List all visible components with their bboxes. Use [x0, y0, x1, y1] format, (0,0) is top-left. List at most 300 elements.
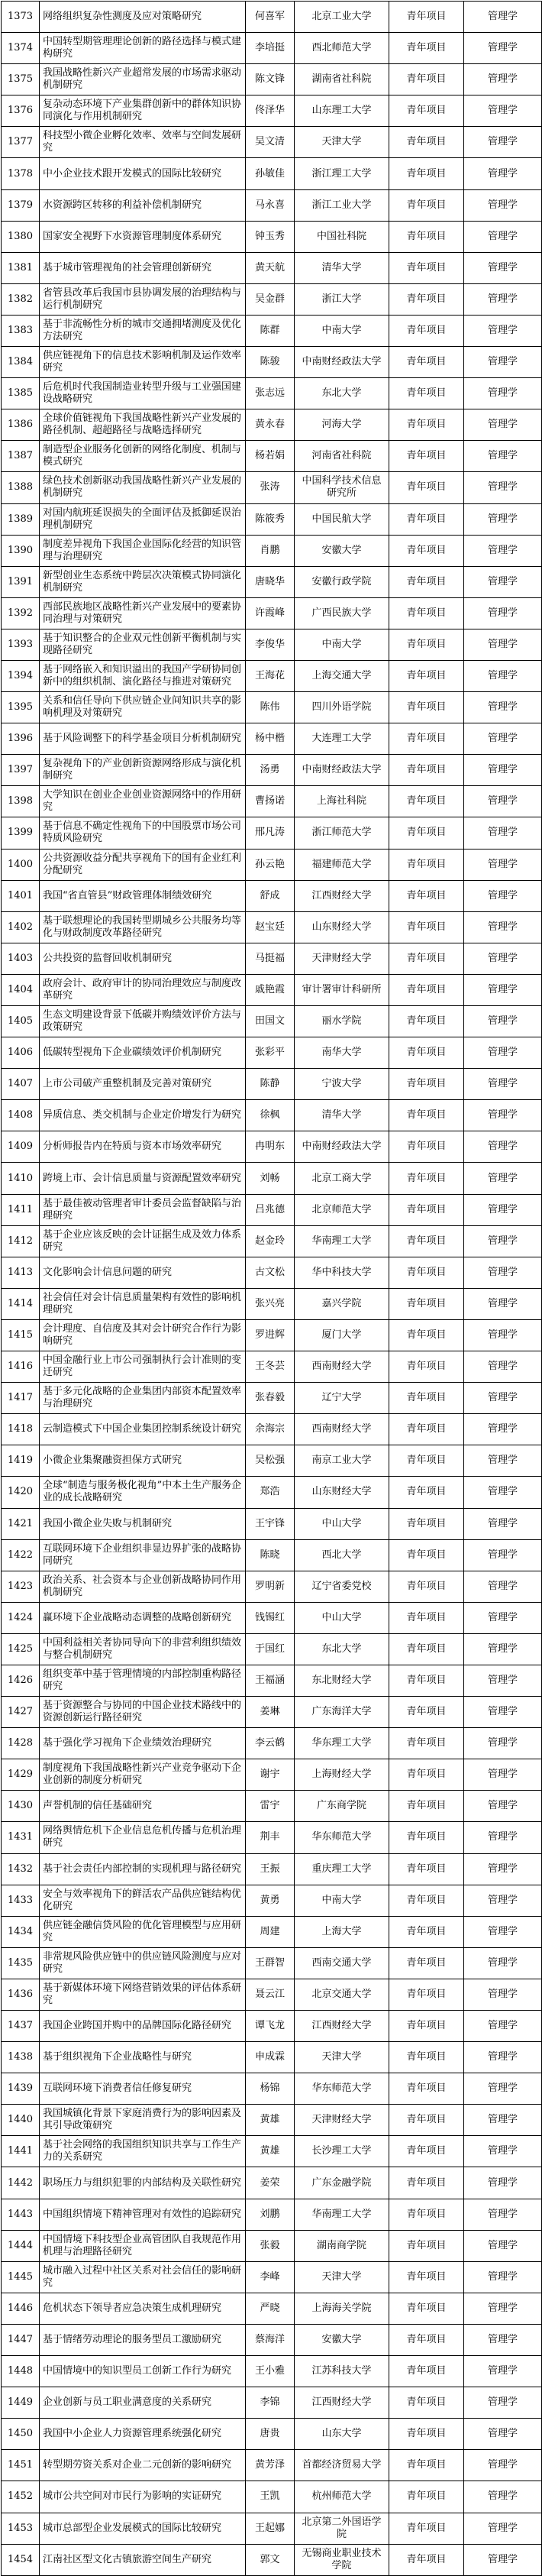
project-number: 1418	[2, 1414, 40, 1445]
project-type: 青年项目	[389, 1225, 464, 1257]
project-institution: 华东师范大学	[295, 2073, 389, 2105]
project-leader: 孙敏佳	[246, 158, 295, 189]
project-discipline: 管理学	[464, 2356, 542, 2387]
project-institution: 广西民族大学	[295, 597, 389, 629]
project-leader: 孙云艳	[246, 849, 295, 880]
project-type: 青年项目	[389, 1319, 464, 1351]
project-title: 对国内航班延误损失的全面评估及抵御延误治理机制研究	[40, 503, 246, 535]
project-number: 1453	[2, 2513, 40, 2544]
table-row	[2, 2105, 542, 2136]
project-title: 声誉机制的信任基础研究	[40, 1791, 246, 1822]
project-number: 1437	[2, 2011, 40, 2042]
project-leader: 谭飞龙	[246, 2011, 295, 2042]
project-leader: 冉明东	[246, 1131, 295, 1163]
project-number: 1373	[2, 2, 40, 33]
project-institution: 东北财经大学	[295, 1665, 389, 1696]
project-title: 基于资源整合与协同的中国企业技术路线中的资源创新运行路径研究	[40, 1697, 246, 1728]
project-leader: 戚艳霞	[246, 974, 295, 1005]
project-title: 非常规风险供应链中的供应链风险测度与应对研究	[40, 1947, 246, 1979]
project-leader: 郭文	[246, 2544, 295, 2575]
table-row	[2, 1131, 542, 1163]
project-number: 1442	[2, 2167, 40, 2199]
project-institution: 天津大学	[295, 2261, 389, 2293]
project-leader: 王振	[246, 1853, 295, 1885]
project-type: 青年项目	[389, 943, 464, 974]
project-institution: 北京第二外国语学院	[295, 2513, 389, 2544]
project-type: 青年项目	[389, 1414, 464, 1445]
project-leader: 刘畅	[246, 1163, 295, 1194]
table-row	[2, 472, 542, 503]
table-row	[2, 1288, 542, 1319]
project-discipline: 管理学	[464, 1853, 542, 1885]
table-row	[2, 64, 542, 95]
project-discipline: 管理学	[464, 1288, 542, 1319]
project-discipline: 管理学	[464, 1445, 542, 1477]
project-type: 青年项目	[389, 1006, 464, 1037]
table-row	[2, 817, 542, 849]
project-discipline: 管理学	[464, 1633, 542, 1665]
project-number: 1399	[2, 817, 40, 849]
project-institution: 浙江大学	[295, 283, 389, 315]
project-institution: 广东金融学院	[295, 2167, 389, 2199]
project-title: 互联网环境下企业组织非显边界扩张的战略协同研究	[40, 1539, 246, 1571]
project-institution: 中山大学	[295, 1602, 389, 1633]
project-type: 青年项目	[389, 1947, 464, 1979]
project-number: 1377	[2, 127, 40, 158]
project-type: 青年项目	[389, 2, 464, 33]
table-row	[2, 221, 542, 252]
project-leader: 严晓	[246, 2293, 295, 2324]
project-institution: 西北大学	[295, 1539, 389, 1571]
project-institution: 南京工业大学	[295, 1445, 389, 1477]
project-discipline: 管理学	[464, 1414, 542, 1445]
table-row	[2, 1602, 542, 1633]
project-title: 供应链视角下的信息技术影响机制及运作效率研究	[40, 347, 246, 378]
project-type: 青年项目	[389, 1791, 464, 1822]
project-type: 青年项目	[389, 1633, 464, 1665]
project-institution: 中南大学	[295, 315, 389, 346]
project-number: 1397	[2, 755, 40, 786]
project-number: 1451	[2, 2450, 40, 2481]
project-type: 青年项目	[389, 1759, 464, 1791]
project-discipline: 管理学	[464, 127, 542, 158]
table-row	[2, 441, 542, 472]
project-type: 青年项目	[389, 1508, 464, 1539]
project-type: 青年项目	[389, 629, 464, 660]
project-type: 青年项目	[389, 1853, 464, 1885]
project-leader: 王起娜	[246, 2513, 295, 2544]
project-title: 基于社会责任内部控制的实现机理与路径研究	[40, 1853, 246, 1885]
project-title: 基于新媒体环境下网络营销效果的评估体系研究	[40, 1979, 246, 2010]
project-leader: 姜荣	[246, 2167, 295, 2199]
project-title: 关系和信任导向下供应链企业间知识共享的影响机理及对策研究	[40, 692, 246, 723]
project-type: 青年项目	[389, 660, 464, 691]
project-leader: 汤勇	[246, 755, 295, 786]
project-type: 青年项目	[389, 2293, 464, 2324]
project-leader: 李俊华	[246, 629, 295, 660]
table-row	[2, 1885, 542, 1916]
project-leader: 周建	[246, 1916, 295, 1947]
project-leader: 张兴亮	[246, 1288, 295, 1319]
project-leader: 钱锡红	[246, 1602, 295, 1633]
project-leader: 黄雄	[246, 2136, 295, 2167]
project-institution: 中南财经政法大学	[295, 755, 389, 786]
project-number: 1423	[2, 1571, 40, 1602]
project-discipline: 管理学	[464, 1100, 542, 1131]
project-discipline: 管理学	[464, 660, 542, 691]
project-type: 青年项目	[389, 33, 464, 64]
project-leader: 陈骏	[246, 347, 295, 378]
project-leader: 赵宝廷	[246, 911, 295, 943]
table-row	[2, 723, 542, 755]
project-institution: 浙江理工大学	[295, 158, 389, 189]
project-number: 1391	[2, 566, 40, 597]
project-type: 青年项目	[389, 347, 464, 378]
project-title: 基于联想理论的我国转型期城乡公共服务均等化与财政制度改革路径研究	[40, 911, 246, 943]
project-number: 1454	[2, 2544, 40, 2575]
project-title: 公共资源收益分配共享视角下的国有企业红利分配研究	[40, 849, 246, 880]
project-type: 青年项目	[389, 1916, 464, 1947]
project-type: 青年项目	[389, 1979, 464, 2010]
project-leader: 王福涵	[246, 1665, 295, 1696]
project-discipline: 管理学	[464, 441, 542, 472]
table-row	[2, 1319, 542, 1351]
table-row	[2, 1539, 542, 1571]
project-discipline: 管理学	[464, 2011, 542, 2042]
project-institution: 江西财经大学	[295, 880, 389, 911]
project-title: 西部民族地区战略性新兴产业发展中的要素协同治理与对策研究	[40, 597, 246, 629]
project-title: 基于网络嵌入和知识溢出的我国产学研协同创新中的组织机制、演化路径与推进对策研究	[40, 660, 246, 691]
table-row	[2, 1822, 542, 1853]
project-leader: 王群智	[246, 1947, 295, 1979]
project-leader: 李峰	[246, 2261, 295, 2293]
project-institution: 北京工商大学	[295, 1163, 389, 1194]
project-discipline: 管理学	[464, 503, 542, 535]
project-leader: 马永喜	[246, 189, 295, 221]
project-number: 1394	[2, 660, 40, 691]
table-row	[2, 2513, 542, 2544]
table-row	[2, 2544, 542, 2575]
project-institution: 清华大学	[295, 252, 389, 283]
project-type: 青年项目	[389, 2230, 464, 2261]
project-title: 城市融入过程中社区关系对社会信任的影响研究	[40, 2261, 246, 2293]
project-leader: 吕兆德	[246, 1194, 295, 1225]
project-number: 1388	[2, 472, 40, 503]
project-discipline: 管理学	[464, 1037, 542, 1069]
project-number: 1450	[2, 2419, 40, 2450]
project-type: 青年项目	[389, 1163, 464, 1194]
project-discipline: 管理学	[464, 2042, 542, 2073]
table-row	[2, 158, 542, 189]
project-leader: 李云鹤	[246, 1728, 295, 1759]
project-title: 基于多元化战略的企业集团内部资本配置效率与治理研究	[40, 1383, 246, 1414]
project-leader: 荆丰	[246, 1822, 295, 1853]
project-number: 1383	[2, 315, 40, 346]
project-type: 青年项目	[389, 1477, 464, 1508]
project-leader: 佟泽华	[246, 95, 295, 127]
project-discipline: 管理学	[464, 2199, 542, 2230]
project-title: 复杂视角下的产业创新资源网络形成与演化机制研究	[40, 755, 246, 786]
project-type: 青年项目	[389, 95, 464, 127]
project-discipline: 管理学	[464, 1163, 542, 1194]
project-leader: 李培挺	[246, 33, 295, 64]
project-number: 1417	[2, 1383, 40, 1414]
project-title: 我国战略性新兴产业超常发展的市场需求驱动机制研究	[40, 64, 246, 95]
project-number: 1402	[2, 911, 40, 943]
project-discipline: 管理学	[464, 2261, 542, 2293]
project-institution: 中南大学	[295, 1885, 389, 1916]
project-type: 青年项目	[389, 2419, 464, 2450]
project-discipline: 管理学	[464, 1508, 542, 1539]
project-title: 生态文明建设背景下低碳并购绩效评价方法与政策研究	[40, 1006, 246, 1037]
project-leader: 申成霖	[246, 2042, 295, 2073]
project-leader: 黄芳泽	[246, 2450, 295, 2481]
table-row	[2, 2167, 542, 2199]
project-institution: 天津财经大学	[295, 943, 389, 974]
table-row	[2, 1477, 542, 1508]
project-type: 青年项目	[389, 1037, 464, 1069]
project-number: 1439	[2, 2073, 40, 2105]
table-row	[2, 127, 542, 158]
project-number: 1434	[2, 1916, 40, 1947]
table-row	[2, 95, 542, 127]
project-institution: 山东财经大学	[295, 911, 389, 943]
project-type: 青年项目	[389, 221, 464, 252]
project-leader: 张志远	[246, 378, 295, 409]
project-number: 1431	[2, 1822, 40, 1853]
project-discipline: 管理学	[464, 2105, 542, 2136]
table-row	[2, 2387, 542, 2419]
project-institution: 山东理工大学	[295, 95, 389, 127]
project-number: 1403	[2, 943, 40, 974]
project-institution: 湖南商学院	[295, 2230, 389, 2261]
project-title: 低碳转型视角下企业碳绩效评价机制研究	[40, 1037, 246, 1069]
project-title: 水资源跨区转移的利益补偿机制研究	[40, 189, 246, 221]
project-number: 1379	[2, 189, 40, 221]
project-discipline: 管理学	[464, 2, 542, 33]
project-number: 1432	[2, 1853, 40, 1885]
project-institution: 河海大学	[295, 409, 389, 441]
project-title: 社会信任对会计信息质量架构有效性的影响机理研究	[40, 1288, 246, 1319]
project-number: 1404	[2, 974, 40, 1005]
project-type: 青年项目	[389, 441, 464, 472]
project-institution: 华东师范大学	[295, 1822, 389, 1853]
project-type: 青年项目	[389, 1131, 464, 1163]
project-discipline: 管理学	[464, 817, 542, 849]
project-number: 1433	[2, 1885, 40, 1916]
project-number: 1441	[2, 2136, 40, 2167]
project-title: 我国城镇化背景下家庭消费行为的影响因素及其引导政策研究	[40, 2105, 246, 2136]
project-discipline: 管理学	[464, 2450, 542, 2481]
project-number: 1411	[2, 1194, 40, 1225]
project-leader: 王冬芸	[246, 1351, 295, 1383]
project-institution: 华南理工大学	[295, 1225, 389, 1257]
project-title: 会计理度、自信度及其对会计研究合作行为影响研究	[40, 1319, 246, 1351]
project-number: 1395	[2, 692, 40, 723]
project-discipline: 管理学	[464, 535, 542, 566]
table-row	[2, 1257, 542, 1288]
table-row	[2, 1037, 542, 1069]
project-type: 青年项目	[389, 2011, 464, 2042]
project-leader: 曹扬诺	[246, 786, 295, 817]
project-discipline: 管理学	[464, 1947, 542, 1979]
table-row	[2, 2136, 542, 2167]
project-leader: 何喜军	[246, 2, 295, 33]
project-leader: 田国文	[246, 1006, 295, 1037]
project-number: 1435	[2, 1947, 40, 1979]
table-row	[2, 283, 542, 315]
project-institution: 嘉兴学院	[295, 1288, 389, 1319]
project-institution: 华南理工大学	[295, 2199, 389, 2230]
project-discipline: 管理学	[464, 1257, 542, 1288]
project-number: 1447	[2, 2324, 40, 2355]
project-discipline: 管理学	[464, 911, 542, 943]
project-institution: 中国社科院	[295, 221, 389, 252]
project-discipline: 管理学	[464, 597, 542, 629]
project-number: 1445	[2, 2261, 40, 2293]
table-row	[2, 1225, 542, 1257]
project-number: 1384	[2, 347, 40, 378]
project-discipline: 管理学	[464, 880, 542, 911]
project-title: 中国组织情境下精神管理对有效性的追踪研究	[40, 2199, 246, 2230]
project-type: 青年项目	[389, 2450, 464, 2481]
project-institution: 江苏科技大学	[295, 2356, 389, 2387]
project-leader: 陈筱秀	[246, 503, 295, 535]
project-institution: 江西财经大学	[295, 2011, 389, 2042]
project-discipline: 管理学	[464, 566, 542, 597]
project-discipline: 管理学	[464, 2073, 542, 2105]
table-row	[2, 2042, 542, 2073]
project-discipline: 管理学	[464, 2419, 542, 2450]
project-number: 1382	[2, 283, 40, 315]
project-number: 1421	[2, 1508, 40, 1539]
table-row	[2, 629, 542, 660]
project-number: 1407	[2, 1069, 40, 1100]
table-row	[2, 2230, 542, 2261]
project-type: 青年项目	[389, 1069, 464, 1100]
table-row	[2, 1979, 542, 2010]
project-institution: 中国科学技术信息研究所	[295, 472, 389, 503]
project-title: 异质信息、类交机制与企业定价增发行为研究	[40, 1100, 246, 1131]
project-discipline: 管理学	[464, 252, 542, 283]
table-row	[2, 1916, 542, 1947]
project-leader: 唐晓华	[246, 566, 295, 597]
project-institution: 东北大学	[295, 378, 389, 409]
project-type: 青年项目	[389, 2167, 464, 2199]
project-institution: 厦门大学	[295, 1319, 389, 1351]
project-number: 1449	[2, 2387, 40, 2419]
project-title: 江南社区型文化古镇旅游空间生产研究	[40, 2544, 246, 2575]
project-title: 赢环境下企业战略动态调整的战略创新研究	[40, 1602, 246, 1633]
project-institution: 审计署审计科研所	[295, 974, 389, 1005]
project-title: 新型创业生态系统中跨层次决策模式协同演化机制研究	[40, 566, 246, 597]
table-row	[2, 535, 542, 566]
project-leader: 黄雄	[246, 2105, 295, 2136]
project-number: 1410	[2, 1163, 40, 1194]
project-title: 基于强化学习视角下企业绩效治理研究	[40, 1728, 246, 1759]
project-type: 青年项目	[389, 2513, 464, 2544]
project-number: 1409	[2, 1131, 40, 1163]
project-number: 1430	[2, 1791, 40, 1822]
project-type: 青年项目	[389, 597, 464, 629]
project-type: 青年项目	[389, 1728, 464, 1759]
project-leader: 徐枫	[246, 1100, 295, 1131]
project-type: 青年项目	[389, 974, 464, 1005]
project-title: 安全与效率视角下的鲜活农产品供应链结构优化研究	[40, 1885, 246, 1916]
project-title: 省管县改革后我国市县协调发展的治理结构与运行机制研究	[40, 283, 246, 315]
project-institution: 重庆理工大学	[295, 1853, 389, 1885]
project-discipline: 管理学	[464, 2167, 542, 2199]
project-leader: 黄勇	[246, 1885, 295, 1916]
project-leader: 古文松	[246, 1257, 295, 1288]
project-discipline: 管理学	[464, 347, 542, 378]
project-type: 青年项目	[389, 1194, 464, 1225]
project-type: 青年项目	[389, 1822, 464, 1853]
project-title: 危机状态下领导者应急决策生成机理研究	[40, 2293, 246, 2324]
table-row	[2, 347, 542, 378]
project-title: 中国转型期管理理论创新的路径选择与模式建构研究	[40, 33, 246, 64]
project-number: 1390	[2, 535, 40, 566]
project-title: 科技型小微企业孵化效率、效率与空间发展研究	[40, 127, 246, 158]
project-discipline: 管理学	[464, 1194, 542, 1225]
project-title: 中国金融行业上市公司强制执行会计准则的变迁研究	[40, 1351, 246, 1383]
project-institution: 浙江师范大学	[295, 817, 389, 849]
project-leader: 王小雅	[246, 2356, 295, 2387]
project-leader: 陈静	[246, 1069, 295, 1100]
project-institution: 华中科技大学	[295, 1257, 389, 1288]
project-discipline: 管理学	[464, 2230, 542, 2261]
project-leader: 黄天航	[246, 252, 295, 283]
project-institution: 山东财经大学	[295, 1477, 389, 1508]
project-title: 我国企业跨国并购中的品牌国际化路径研究	[40, 2011, 246, 2042]
project-title: 跨境上市、会计信息质量与资源配置效率研究	[40, 1163, 246, 1194]
project-title: 网络组织复杂性测度及应对策略研究	[40, 2, 246, 33]
project-discipline: 管理学	[464, 943, 542, 974]
project-discipline: 管理学	[464, 786, 542, 817]
project-institution: 天津大学	[295, 127, 389, 158]
table-row	[2, 660, 542, 691]
project-leader: 赵金玲	[246, 1225, 295, 1257]
project-discipline: 管理学	[464, 1131, 542, 1163]
project-institution: 长沙理工大学	[295, 2136, 389, 2167]
table-row	[2, 252, 542, 283]
project-number: 1420	[2, 1477, 40, 1508]
project-institution: 中南财经政法大学	[295, 347, 389, 378]
project-title: 复杂动态环境下产业集群创新中的群体知识协同演化与作用机制研究	[40, 95, 246, 127]
project-number: 1374	[2, 33, 40, 64]
project-title: 网络舆情危机下企业信息危机传播与危机治理研究	[40, 1822, 246, 1853]
project-type: 青年项目	[389, 2042, 464, 2073]
project-type: 青年项目	[389, 378, 464, 409]
project-institution: 福建师范大学	[295, 849, 389, 880]
project-institution: 上海大学	[295, 1916, 389, 1947]
project-title: 后危机时代我国制造业转型升级与工业强国建设战略研究	[40, 378, 246, 409]
project-type: 青年项目	[389, 911, 464, 943]
project-leader: 陈晓	[246, 1539, 295, 1571]
project-type: 青年项目	[389, 1665, 464, 1696]
project-leader: 吴金群	[246, 283, 295, 315]
project-number: 1414	[2, 1288, 40, 1319]
project-list-table	[1, 1, 542, 2576]
project-discipline: 管理学	[464, 2481, 542, 2513]
project-type: 青年项目	[389, 1697, 464, 1728]
project-institution: 上海交通大学	[295, 660, 389, 691]
project-discipline: 管理学	[464, 2513, 542, 2544]
project-institution: 山东大学	[295, 2419, 389, 2450]
project-leader: 蔡海洋	[246, 2324, 295, 2355]
project-type: 青年项目	[389, 1100, 464, 1131]
table-row	[2, 1351, 542, 1383]
